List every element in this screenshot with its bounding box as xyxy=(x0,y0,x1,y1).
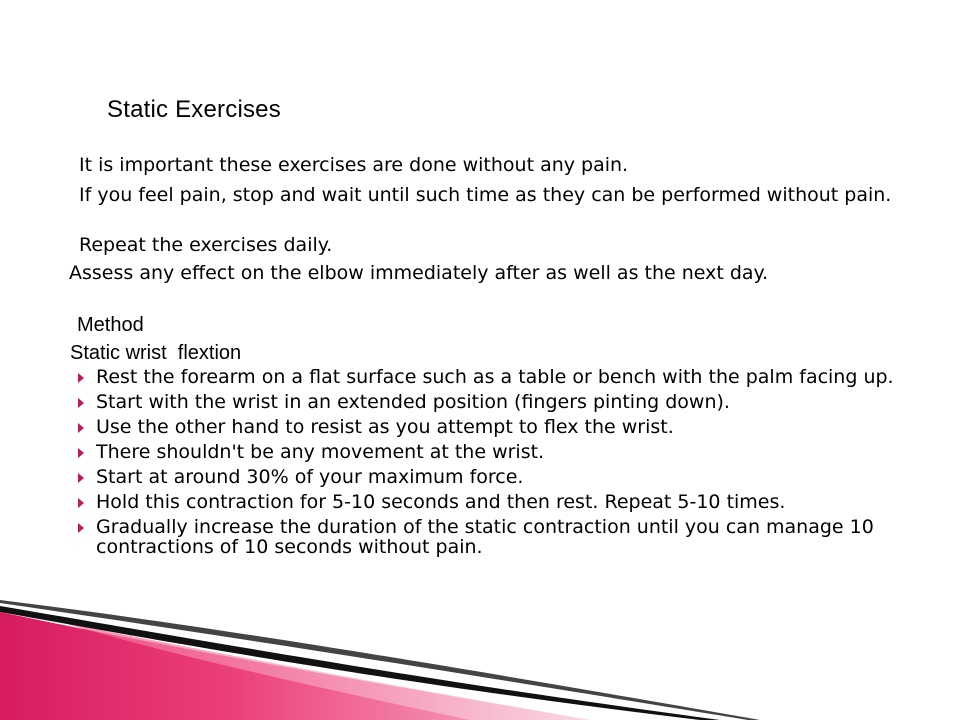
section-subheading: Static wrist flextion xyxy=(70,342,242,364)
triangle-bullet-icon xyxy=(78,373,84,383)
exercise-steps-list xyxy=(74,367,934,562)
triangle-bullet-icon xyxy=(78,423,84,433)
list-item-text: Rest the forearm on a flat surface such as a table or bench with the palm facing up. xyxy=(96,366,894,388)
list-item-text: Use the other hand to resist as you attempt to flex the wrist. xyxy=(96,416,674,438)
list-item xyxy=(74,492,934,512)
list-item-text: Start with the wrist in an extended position (fingers pinting down). xyxy=(96,391,730,413)
list-item-text: Hold this contraction for 5-10 seconds and then rest. Repeat 5-10 times. xyxy=(96,491,786,513)
intro-line: If you feel pain, stop and wait until such time as they can be performed without pain. xyxy=(79,184,892,206)
list-item xyxy=(74,467,934,487)
list-item xyxy=(74,442,934,462)
list-item xyxy=(74,367,934,387)
triangle-bullet-icon xyxy=(78,398,84,408)
list-item-text: There shouldn't be any movement at the wrist. xyxy=(96,441,545,463)
list-item-text: Gradually increase the duration of the static contraction until you can manage 10 contractions of 10 seconds without pain. xyxy=(96,516,874,558)
triangle-bullet-icon xyxy=(78,473,84,483)
list-item xyxy=(74,517,934,557)
intro-line: Assess any effect on the elbow immediately after as well as the next day. xyxy=(69,262,769,284)
list-item xyxy=(74,417,934,437)
intro-line: Repeat the exercises daily. xyxy=(79,234,333,256)
triangle-bullet-icon xyxy=(78,448,84,458)
triangle-bullet-icon xyxy=(78,523,84,533)
triangle-bullet-icon xyxy=(78,498,84,508)
method-heading: Method xyxy=(77,314,144,336)
slide-title: Static Exercises xyxy=(107,96,281,123)
intro-line: It is important these exercises are done without any pain. xyxy=(79,154,629,176)
list-item xyxy=(74,392,934,412)
list-item-text: Start at around 30% of your maximum force. xyxy=(96,466,524,488)
